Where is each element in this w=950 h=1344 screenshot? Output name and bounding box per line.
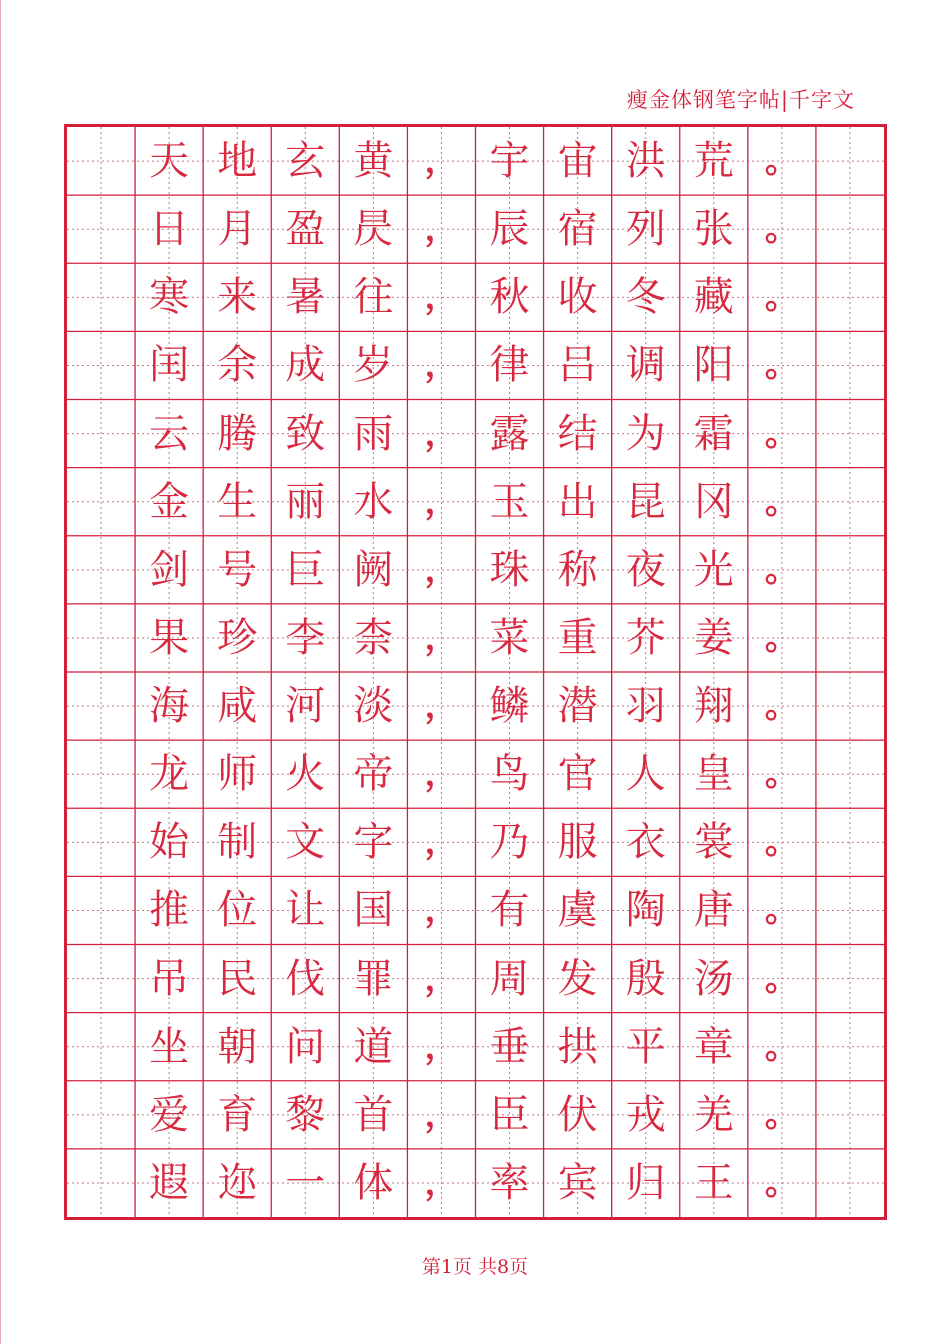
grid-character: 国 — [353, 887, 394, 934]
grid-empty-cell — [67, 1149, 135, 1217]
grid-character: 咸 — [217, 683, 258, 730]
grid-character: 。 — [764, 1162, 799, 1203]
page-number: 第1页 共8页 — [421, 1256, 529, 1278]
grid-character: 羽 — [625, 683, 666, 730]
grid-character: 宇 — [489, 138, 530, 185]
grid-character: 称 — [557, 546, 598, 593]
grid-character: 。 — [764, 617, 799, 658]
grid-character: 李 — [285, 614, 326, 661]
grid-character: 河 — [285, 683, 326, 730]
grid-character: 。 — [764, 413, 799, 454]
grid-character: 列 — [625, 206, 666, 253]
grid-character: 。 — [764, 822, 799, 863]
grid-character: 果 — [149, 614, 190, 661]
grid-character: 往 — [353, 274, 394, 321]
grid-character: 唐 — [693, 887, 734, 934]
grid-character: 人 — [625, 751, 666, 798]
grid-empty-cell — [67, 876, 135, 944]
grid-character: ， — [424, 754, 459, 795]
grid-character: 。 — [764, 754, 799, 795]
grid-character: 归 — [625, 1159, 666, 1206]
grid-character: 体 — [353, 1159, 394, 1206]
grid-character: 翔 — [693, 683, 734, 730]
grid-character: ， — [424, 890, 459, 931]
grid-character: 乃 — [489, 819, 530, 866]
grid-character: 姜 — [693, 614, 734, 661]
grid-character: 虞 — [557, 887, 598, 934]
grid-character: 鳞 — [489, 683, 530, 730]
grid-character: 陶 — [625, 887, 666, 934]
grid-character: 章 — [693, 1023, 734, 1070]
grid-character: 律 — [489, 342, 530, 389]
grid-character: 殷 — [625, 955, 666, 1002]
grid-character: 剑 — [149, 546, 190, 593]
grid-character: 阙 — [353, 546, 394, 593]
grid-character: 羌 — [693, 1091, 734, 1138]
grid-character: ， — [424, 141, 459, 182]
grid-character: 道 — [353, 1023, 394, 1070]
grid-character: 周 — [489, 955, 530, 1002]
grid-character: 。 — [764, 549, 799, 590]
grid-character: 民 — [217, 955, 258, 1002]
grid-empty-cell — [816, 536, 884, 604]
grid-character: 潜 — [557, 683, 598, 730]
grid-character: 丽 — [285, 478, 326, 525]
grid-empty-cell — [67, 604, 135, 672]
grid-empty-cell — [67, 740, 135, 808]
grid-character: 遐 — [149, 1159, 190, 1206]
grid-character: 海 — [149, 683, 190, 730]
grid-empty-cell — [67, 945, 135, 1013]
grid-character: 出 — [557, 478, 598, 525]
grid-empty-cell — [67, 195, 135, 263]
grid-character: 秋 — [489, 274, 530, 321]
grid-empty-cell — [816, 1081, 884, 1149]
page-edge-line — [0, 0, 1, 1344]
grid-character: 臣 — [489, 1091, 530, 1138]
grid-character: ， — [424, 958, 459, 999]
grid-character: 服 — [557, 819, 598, 866]
grid-character: 一 — [285, 1159, 326, 1206]
grid-empty-cell — [816, 1013, 884, 1081]
grid-character: 冈 — [693, 478, 734, 525]
grid-character: 制 — [217, 819, 258, 866]
grid-empty-cell — [816, 468, 884, 536]
grid-character: 。 — [764, 686, 799, 727]
grid-character: 来 — [217, 274, 258, 321]
grid-character: ， — [424, 277, 459, 318]
grid-character: 玉 — [489, 478, 530, 525]
grid-character: 宾 — [557, 1159, 598, 1206]
grid-empty-cell — [67, 331, 135, 399]
grid-character: ， — [424, 345, 459, 386]
grid-character: 地 — [217, 138, 258, 185]
copybook-grid — [64, 124, 887, 1220]
grid-empty-cell — [67, 672, 135, 740]
grid-character: 黎 — [285, 1091, 326, 1138]
grid-empty-cell — [816, 740, 884, 808]
grid-character: 芥 — [625, 614, 666, 661]
grid-empty-cell — [816, 331, 884, 399]
grid-character: 雨 — [353, 410, 394, 457]
grid-character: 问 — [285, 1023, 326, 1070]
grid-character: 金 — [149, 478, 190, 525]
grid-character: 结 — [557, 410, 598, 457]
grid-character: 有 — [489, 887, 530, 934]
grid-empty-cell — [67, 468, 135, 536]
grid-character: 张 — [693, 206, 734, 253]
grid-character: 文 — [285, 819, 326, 866]
grid-character: 朝 — [217, 1023, 258, 1070]
grid-character: 收 — [557, 274, 598, 321]
grid-empty-cell — [816, 400, 884, 468]
grid-character: 淡 — [353, 683, 394, 730]
grid-character: ， — [424, 549, 459, 590]
grid-character: 。 — [764, 345, 799, 386]
grid-character: 珠 — [489, 546, 530, 593]
grid-empty-cell — [816, 945, 884, 1013]
grid-character: 辰 — [489, 206, 530, 253]
grid-character: 帝 — [353, 751, 394, 798]
grid-character: 露 — [489, 410, 530, 457]
grid-character: 垂 — [489, 1023, 530, 1070]
grid-character: 巨 — [285, 546, 326, 593]
grid-character: 水 — [353, 478, 394, 525]
grid-empty-cell — [67, 536, 135, 604]
page-title: 瘦金体钢笔字帖|千字文 — [626, 88, 855, 112]
grid-empty-cell — [67, 127, 135, 195]
grid-character: 。 — [764, 1094, 799, 1135]
grid-character: 位 — [217, 887, 258, 934]
grid-character: ， — [424, 1094, 459, 1135]
grid-character: 岁 — [353, 342, 394, 389]
grid-character: 光 — [693, 546, 734, 593]
grid-cells — [67, 127, 884, 1217]
grid-character: 吊 — [149, 955, 190, 1002]
grid-character: 。 — [764, 209, 799, 250]
grid-character: 鸟 — [489, 751, 530, 798]
grid-character: ， — [424, 1026, 459, 1067]
grid-character: 龙 — [149, 751, 190, 798]
grid-character: 珍 — [217, 614, 258, 661]
grid-character: 成 — [285, 342, 326, 389]
grid-character: 罪 — [353, 955, 394, 1002]
grid-character: 腾 — [217, 410, 258, 457]
grid-character: 师 — [217, 751, 258, 798]
grid-character: 柰 — [353, 614, 394, 661]
grid-empty-cell — [67, 1081, 135, 1149]
grid-character: 字 — [353, 819, 394, 866]
grid-character: 推 — [149, 887, 190, 934]
grid-character: 伏 — [557, 1091, 598, 1138]
grid-character: ， — [424, 209, 459, 250]
grid-character: ， — [424, 1162, 459, 1203]
grid-character: 荒 — [693, 138, 734, 185]
grid-character: 宿 — [557, 206, 598, 253]
grid-empty-cell — [816, 127, 884, 195]
grid-character: 天 — [149, 138, 190, 185]
grid-character: ， — [424, 617, 459, 658]
grid-character: 。 — [764, 890, 799, 931]
grid-character: 首 — [353, 1091, 394, 1138]
grid-character: 衣 — [625, 819, 666, 866]
grid-character: 汤 — [693, 955, 734, 1002]
grid-character: 闰 — [149, 342, 190, 389]
grid-empty-cell — [816, 876, 884, 944]
grid-character: 王 — [693, 1159, 734, 1206]
grid-character: 寒 — [149, 274, 190, 321]
grid-character: 宙 — [557, 138, 598, 185]
grid-character: 。 — [764, 1026, 799, 1067]
grid-character: 余 — [217, 342, 258, 389]
grid-character: 调 — [625, 342, 666, 389]
grid-empty-cell — [816, 263, 884, 331]
grid-empty-cell — [67, 1013, 135, 1081]
grid-character: 盈 — [285, 206, 326, 253]
grid-character: 阳 — [693, 342, 734, 389]
grid-character: 昃 — [353, 206, 394, 253]
grid-empty-cell — [816, 195, 884, 263]
grid-empty-cell — [816, 1149, 884, 1217]
grid-character: 云 — [149, 410, 190, 457]
grid-character: 夜 — [625, 546, 666, 593]
grid-character: 。 — [764, 277, 799, 318]
grid-character: 生 — [217, 478, 258, 525]
grid-character: 裳 — [693, 819, 734, 866]
grid-character: 致 — [285, 410, 326, 457]
grid-character: 火 — [285, 751, 326, 798]
grid-character: 。 — [764, 481, 799, 522]
grid-character: 拱 — [557, 1023, 598, 1070]
grid-character: 黄 — [353, 138, 394, 185]
grid-character: 藏 — [693, 274, 734, 321]
grid-character: 冬 — [625, 274, 666, 321]
grid-character: 平 — [625, 1023, 666, 1070]
grid-character: 皇 — [693, 751, 734, 798]
grid-character: 霜 — [693, 410, 734, 457]
grid-character: 。 — [764, 958, 799, 999]
grid-character: ， — [424, 413, 459, 454]
grid-character: 始 — [149, 819, 190, 866]
grid-character: 为 — [625, 410, 666, 457]
grid-character: 吕 — [557, 342, 598, 389]
grid-character: 昆 — [625, 478, 666, 525]
grid-character: 洪 — [625, 138, 666, 185]
grid-character: 。 — [764, 141, 799, 182]
grid-character: 坐 — [149, 1023, 190, 1070]
grid-empty-cell — [816, 604, 884, 672]
grid-empty-cell — [67, 263, 135, 331]
grid-character: 月 — [217, 206, 258, 253]
grid-character: 迩 — [217, 1159, 258, 1206]
grid-character: ， — [424, 822, 459, 863]
grid-character: 官 — [557, 751, 598, 798]
grid-character: 伐 — [285, 955, 326, 1002]
grid-character: 玄 — [285, 138, 326, 185]
grid-empty-cell — [67, 808, 135, 876]
grid-character: ， — [424, 686, 459, 727]
grid-character: 爱 — [149, 1091, 190, 1138]
grid-character: 号 — [217, 546, 258, 593]
grid-empty-cell — [816, 672, 884, 740]
grid-character: 育 — [217, 1091, 258, 1138]
grid-character: ， — [424, 481, 459, 522]
grid-empty-cell — [67, 400, 135, 468]
grid-character: 让 — [285, 887, 326, 934]
grid-character: 菜 — [489, 614, 530, 661]
grid-character: 发 — [557, 955, 598, 1002]
grid-character: 重 — [557, 614, 598, 661]
grid-character: 日 — [149, 206, 190, 253]
grid-character: 率 — [489, 1159, 530, 1206]
grid-character: 戎 — [625, 1091, 666, 1138]
grid-character: 暑 — [285, 274, 326, 321]
grid-empty-cell — [816, 808, 884, 876]
